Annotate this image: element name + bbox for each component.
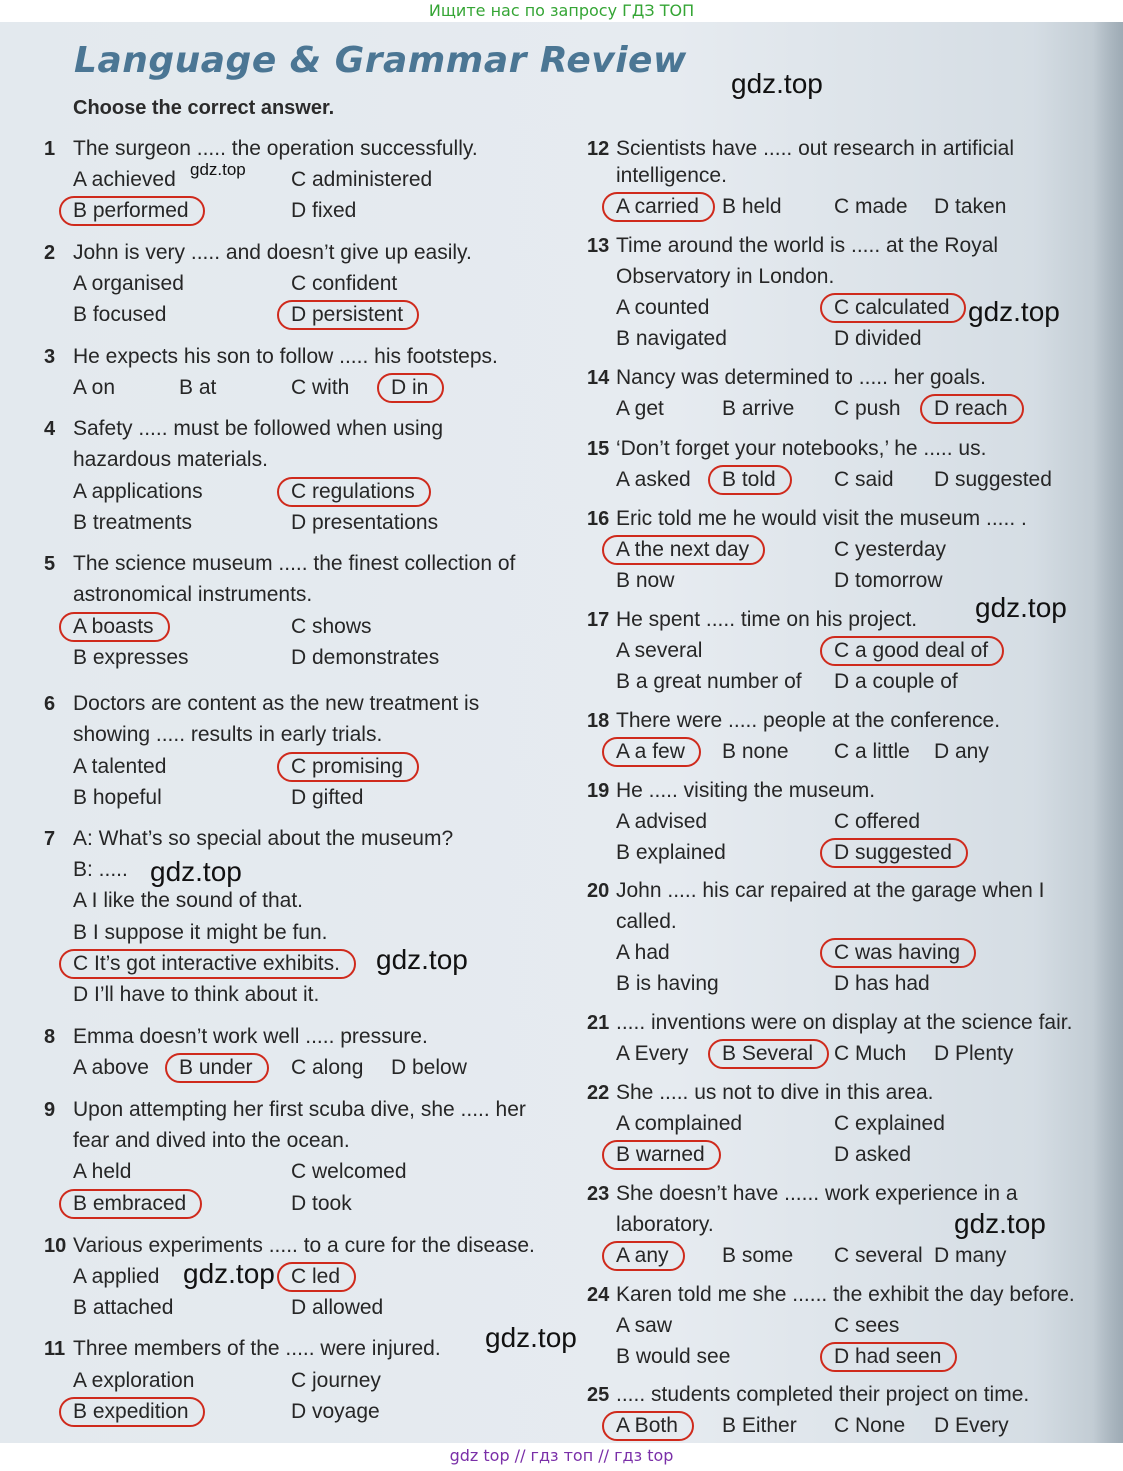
answer-option[interactable]: B none [722,740,789,763]
answer-circle [59,949,356,979]
page-edge-shadow [1093,22,1123,1443]
answer-option[interactable]: D Every [934,1414,1009,1437]
answer-circle [59,612,170,642]
question-text: A: What’s so special about the museum? [73,827,454,850]
answer-option[interactable]: C welcomed [291,1160,407,1183]
footer-banner: gdz top // гдз топ // гдз top [0,1443,1123,1471]
question-number: 1 [44,138,56,160]
question-number: 25 [587,1384,610,1406]
answer-option[interactable]: B attached [73,1296,174,1319]
answer-option[interactable]: C was having [834,941,961,964]
answer-option[interactable]: B expresses [73,646,189,669]
watermark-text: gdz.top [376,944,468,975]
answer-option[interactable]: B treatments [73,511,193,534]
question-number: 18 [587,710,610,732]
answer-option[interactable]: B would see [616,1345,731,1368]
question-text: Nancy was determined to ..... her goals. [616,366,987,389]
question-number: 20 [587,880,610,902]
answer-option[interactable]: A had [616,941,670,964]
answer-circle [708,1039,829,1069]
question-text: showing ..... results in early trials. [73,723,383,746]
answer-option[interactable]: A on [73,376,116,399]
answer-option[interactable]: D in [391,376,429,399]
question-text: laboratory. [616,1213,714,1236]
question-text: He ..... visiting the museum. [616,779,876,802]
answer-option[interactable]: B focused [73,303,167,326]
answer-option[interactable]: C None [834,1414,906,1437]
answer-option[interactable]: C push [834,397,901,420]
question-text: Three members of the ..... were injured. [73,1337,441,1360]
question-text: Eric told me he would visit the museum ..... . [616,507,1027,530]
answer-option[interactable]: D many [934,1244,1007,1267]
question-number: 6 [44,693,56,715]
answer-option[interactable]: C regulations [291,480,415,503]
answer-option[interactable]: C yesterday [834,538,947,561]
answer-option[interactable]: A applications [73,480,203,503]
question-text: She ..... us not to dive in this area. [616,1081,934,1104]
question-text: Upon attempting her first scuba dive, she ..... her [73,1098,526,1121]
answer-option[interactable]: B at [179,376,217,399]
watermark-text: gdz.top [150,856,242,887]
answer-option[interactable]: D suggested [934,468,1052,491]
answer-circle [277,300,419,330]
question-text: Various experiments ..... to a cure for the disease. [73,1234,535,1257]
answer-option[interactable]: D below [391,1056,467,1079]
answer-option[interactable]: B performed [73,199,189,222]
answer-option[interactable]: C several [834,1244,923,1267]
question-number: 7 [44,828,56,850]
question-number: 13 [587,235,610,257]
answer-option[interactable]: D fixed [291,199,357,222]
answer-option[interactable]: C a good deal of [834,639,989,662]
answer-option[interactable]: A achieved [73,168,176,191]
answer-option[interactable]: D taken [934,195,1007,218]
answer-option[interactable]: B a great number of [616,670,802,693]
answer-circle [277,1262,356,1292]
answer-circle [820,1342,957,1372]
answer-option[interactable]: D asked [834,1143,912,1166]
question-text: She doesn’t have ...... work experience in a [616,1182,1018,1205]
question-number: 4 [44,418,56,440]
question-text: He spent ..... time on his project. [616,608,918,631]
answer-option[interactable]: C made [834,195,908,218]
question-text: He expects his son to follow ..... his footsteps. [73,345,498,368]
answer-option[interactable]: B under [179,1056,253,1079]
answer-circle [59,1397,205,1427]
answer-option[interactable]: D tomorrow [834,569,943,592]
answer-circle [602,1140,721,1170]
answer-option[interactable]: D had seen [834,1345,942,1368]
question-text: ‘Don’t forget your notebooks,’ he ..... us. [616,437,987,460]
answer-option[interactable]: D presentations [291,511,439,534]
question-number: 9 [44,1099,56,1121]
question-text: Emma doesn’t work well ..... pressure. [73,1025,428,1048]
question-text: intelligence. [616,164,727,187]
instruction: Choose the correct answer. [73,97,335,119]
answer-option[interactable]: D reach [934,397,1008,420]
answer-option[interactable]: D persistent [291,303,404,326]
answer-option[interactable]: D demonstrates [291,646,440,669]
answer-option[interactable]: C calculated [834,296,950,319]
question-text: fear and dived into the ocean. [73,1129,350,1152]
question-text: Time around the world is ..... at the Royal [616,234,999,257]
question-number: 23 [587,1183,610,1205]
watermark-text: gdz.top [183,1258,275,1289]
answer-option[interactable]: C offered [834,810,920,833]
answer-circle [277,477,431,507]
question-text: called. [616,910,677,933]
answer-option[interactable]: A applied [73,1265,160,1288]
question-text: B: ..... [73,858,128,881]
question-text: Karen told me she ...... the exhibit the day before. [616,1283,1075,1306]
answer-option[interactable]: B some [722,1244,794,1267]
question-text: Safety ..... must be followed when using [73,417,444,440]
question-number: 2 [44,242,56,264]
watermark-text: gdz.top [190,160,246,179]
answer-option[interactable]: C along [291,1056,364,1079]
watermark-text: gdz.top [485,1322,577,1353]
answer-circle [920,394,1024,424]
watermark-text: gdz.top [975,592,1067,623]
question-number: 3 [44,346,56,368]
answer-circle [602,192,715,222]
answer-option[interactable]: B I suppose it might be fun. [73,921,328,944]
question-number: 17 [587,609,610,631]
question-number: 14 [587,367,610,389]
question-number: 11 [44,1338,66,1360]
answer-option[interactable]: C said [834,468,894,491]
question-text: Doctors are content as the new treatment is [73,692,480,715]
answer-option[interactable]: A saw [616,1314,673,1337]
answer-option[interactable]: A above [73,1056,149,1079]
answer-option[interactable]: A several [616,639,703,662]
answer-option[interactable]: A asked [616,468,691,491]
answer-option[interactable]: C administered [291,168,433,191]
answer-option[interactable]: A held [73,1160,132,1183]
watermark-text: gdz.top [731,68,823,99]
answer-option[interactable]: B arrive [722,397,795,420]
answer-circle [602,1411,694,1441]
question-number: 15 [587,438,610,460]
question-text: Scientists have ..... out research in artificial [616,137,1015,160]
answer-option[interactable]: A any [616,1244,669,1267]
question-text: John ..... his car repaired at the garage when I [616,879,1045,902]
question-number: 24 [587,1284,610,1306]
answer-option[interactable]: A exploration [73,1369,195,1392]
answer-option[interactable]: D took [291,1192,352,1215]
answer-circle [602,737,701,767]
answer-option[interactable]: C confident [291,272,398,295]
answer-option[interactable]: C with [291,376,350,399]
answer-circle [377,373,444,403]
question-number: 19 [587,780,610,802]
answer-circle [820,938,976,968]
answer-circle [820,293,966,323]
answer-option[interactable]: A organised [73,272,184,295]
answer-option[interactable]: B Several [722,1042,814,1065]
answer-option[interactable]: A advised [616,810,708,833]
answer-option[interactable]: D divided [834,327,922,350]
question-number: 8 [44,1026,56,1048]
answer-option[interactable]: C a little [834,740,910,763]
question-number: 21 [587,1012,610,1034]
question-text: The science museum ..... the finest collection of [73,552,516,575]
answer-option[interactable]: A carried [616,195,699,218]
question-text: hazardous materials. [73,448,268,471]
question-text: ..... students completed their project on time. [616,1383,1030,1406]
answer-option[interactable]: D any [934,740,989,763]
answer-option[interactable]: D a couple of [834,670,958,693]
answer-option[interactable]: D has had [834,972,930,995]
answer-option[interactable]: A complained [616,1112,743,1135]
question-number: 10 [44,1235,67,1257]
answer-option[interactable]: B is having [616,972,719,995]
watermark-text: gdz.top [954,1208,1046,1239]
answer-circle [59,196,205,226]
answer-option[interactable]: B warned [616,1143,705,1166]
answer-circle [59,1189,202,1219]
answer-option[interactable]: A counted [616,296,710,319]
question-text: The surgeon ..... the operation successfully. [73,137,478,160]
answer-option[interactable]: A boasts [73,615,154,638]
answer-option[interactable]: A talented [73,755,167,778]
answer-option[interactable]: C led [291,1265,341,1288]
answer-option[interactable]: B expedition [73,1400,189,1423]
answer-option[interactable]: B held [722,195,782,218]
answer-option[interactable]: C journey [291,1369,381,1392]
answer-option[interactable]: B explained [616,841,726,864]
answer-option[interactable]: B Either [722,1414,797,1437]
answer-circle [602,1241,685,1271]
answer-option[interactable]: C promising [291,755,404,778]
answer-option[interactable]: A a few [616,740,685,763]
answer-circle [165,1053,269,1083]
question-number: 12 [587,138,610,160]
answer-circle [820,838,968,868]
question-text: Observatory in London. [616,265,835,288]
answer-option[interactable]: B now [616,569,675,592]
answer-option[interactable]: D suggested [834,841,952,864]
answer-option[interactable]: D Plenty [934,1042,1014,1065]
answer-option[interactable]: C It’s got interactive exhibits. [73,952,340,975]
answer-option[interactable]: B hopeful [73,786,162,809]
answer-option[interactable]: B told [722,468,776,491]
answer-option[interactable]: A get [616,397,664,420]
answer-option[interactable]: A the next day [616,538,750,561]
answer-option[interactable]: B embraced [73,1192,187,1215]
answer-option[interactable]: D I’ll have to think about it. [73,983,320,1006]
answer-option[interactable]: A Every [616,1042,689,1065]
question-text: ..... inventions were on display at the science fair. [616,1011,1073,1034]
question-number: 16 [587,508,610,530]
answer-option[interactable]: C sees [834,1314,900,1337]
answer-option[interactable]: C shows [291,615,372,638]
answer-option[interactable]: B navigated [616,327,727,350]
answer-option[interactable]: A I like the sound of that. [73,889,303,912]
question-number: 22 [587,1082,610,1104]
answer-option[interactable]: C explained [834,1112,945,1135]
watermark-text: gdz.top [968,296,1060,327]
question-text: John is very ..... and doesn’t give up easily. [73,241,472,264]
question-text: astronomical instruments. [73,583,313,606]
answer-option[interactable]: D voyage [291,1400,380,1423]
question-text: There were ..... people at the conference. [616,709,1001,732]
answer-option[interactable]: D gifted [291,786,364,809]
answer-circle [602,535,765,565]
answer-circle [708,465,792,495]
answer-option[interactable]: A Both [616,1414,678,1437]
page-title: Language & Grammar Review [74,40,687,81]
answer-option[interactable]: D allowed [291,1296,384,1319]
answer-circle [277,752,419,782]
search-banner: Ищите нас по запросу ГДЗ ТОП [0,0,1123,22]
answer-circle [820,636,1004,666]
answer-option[interactable]: C Much [834,1042,907,1065]
question-number: 5 [44,553,56,575]
